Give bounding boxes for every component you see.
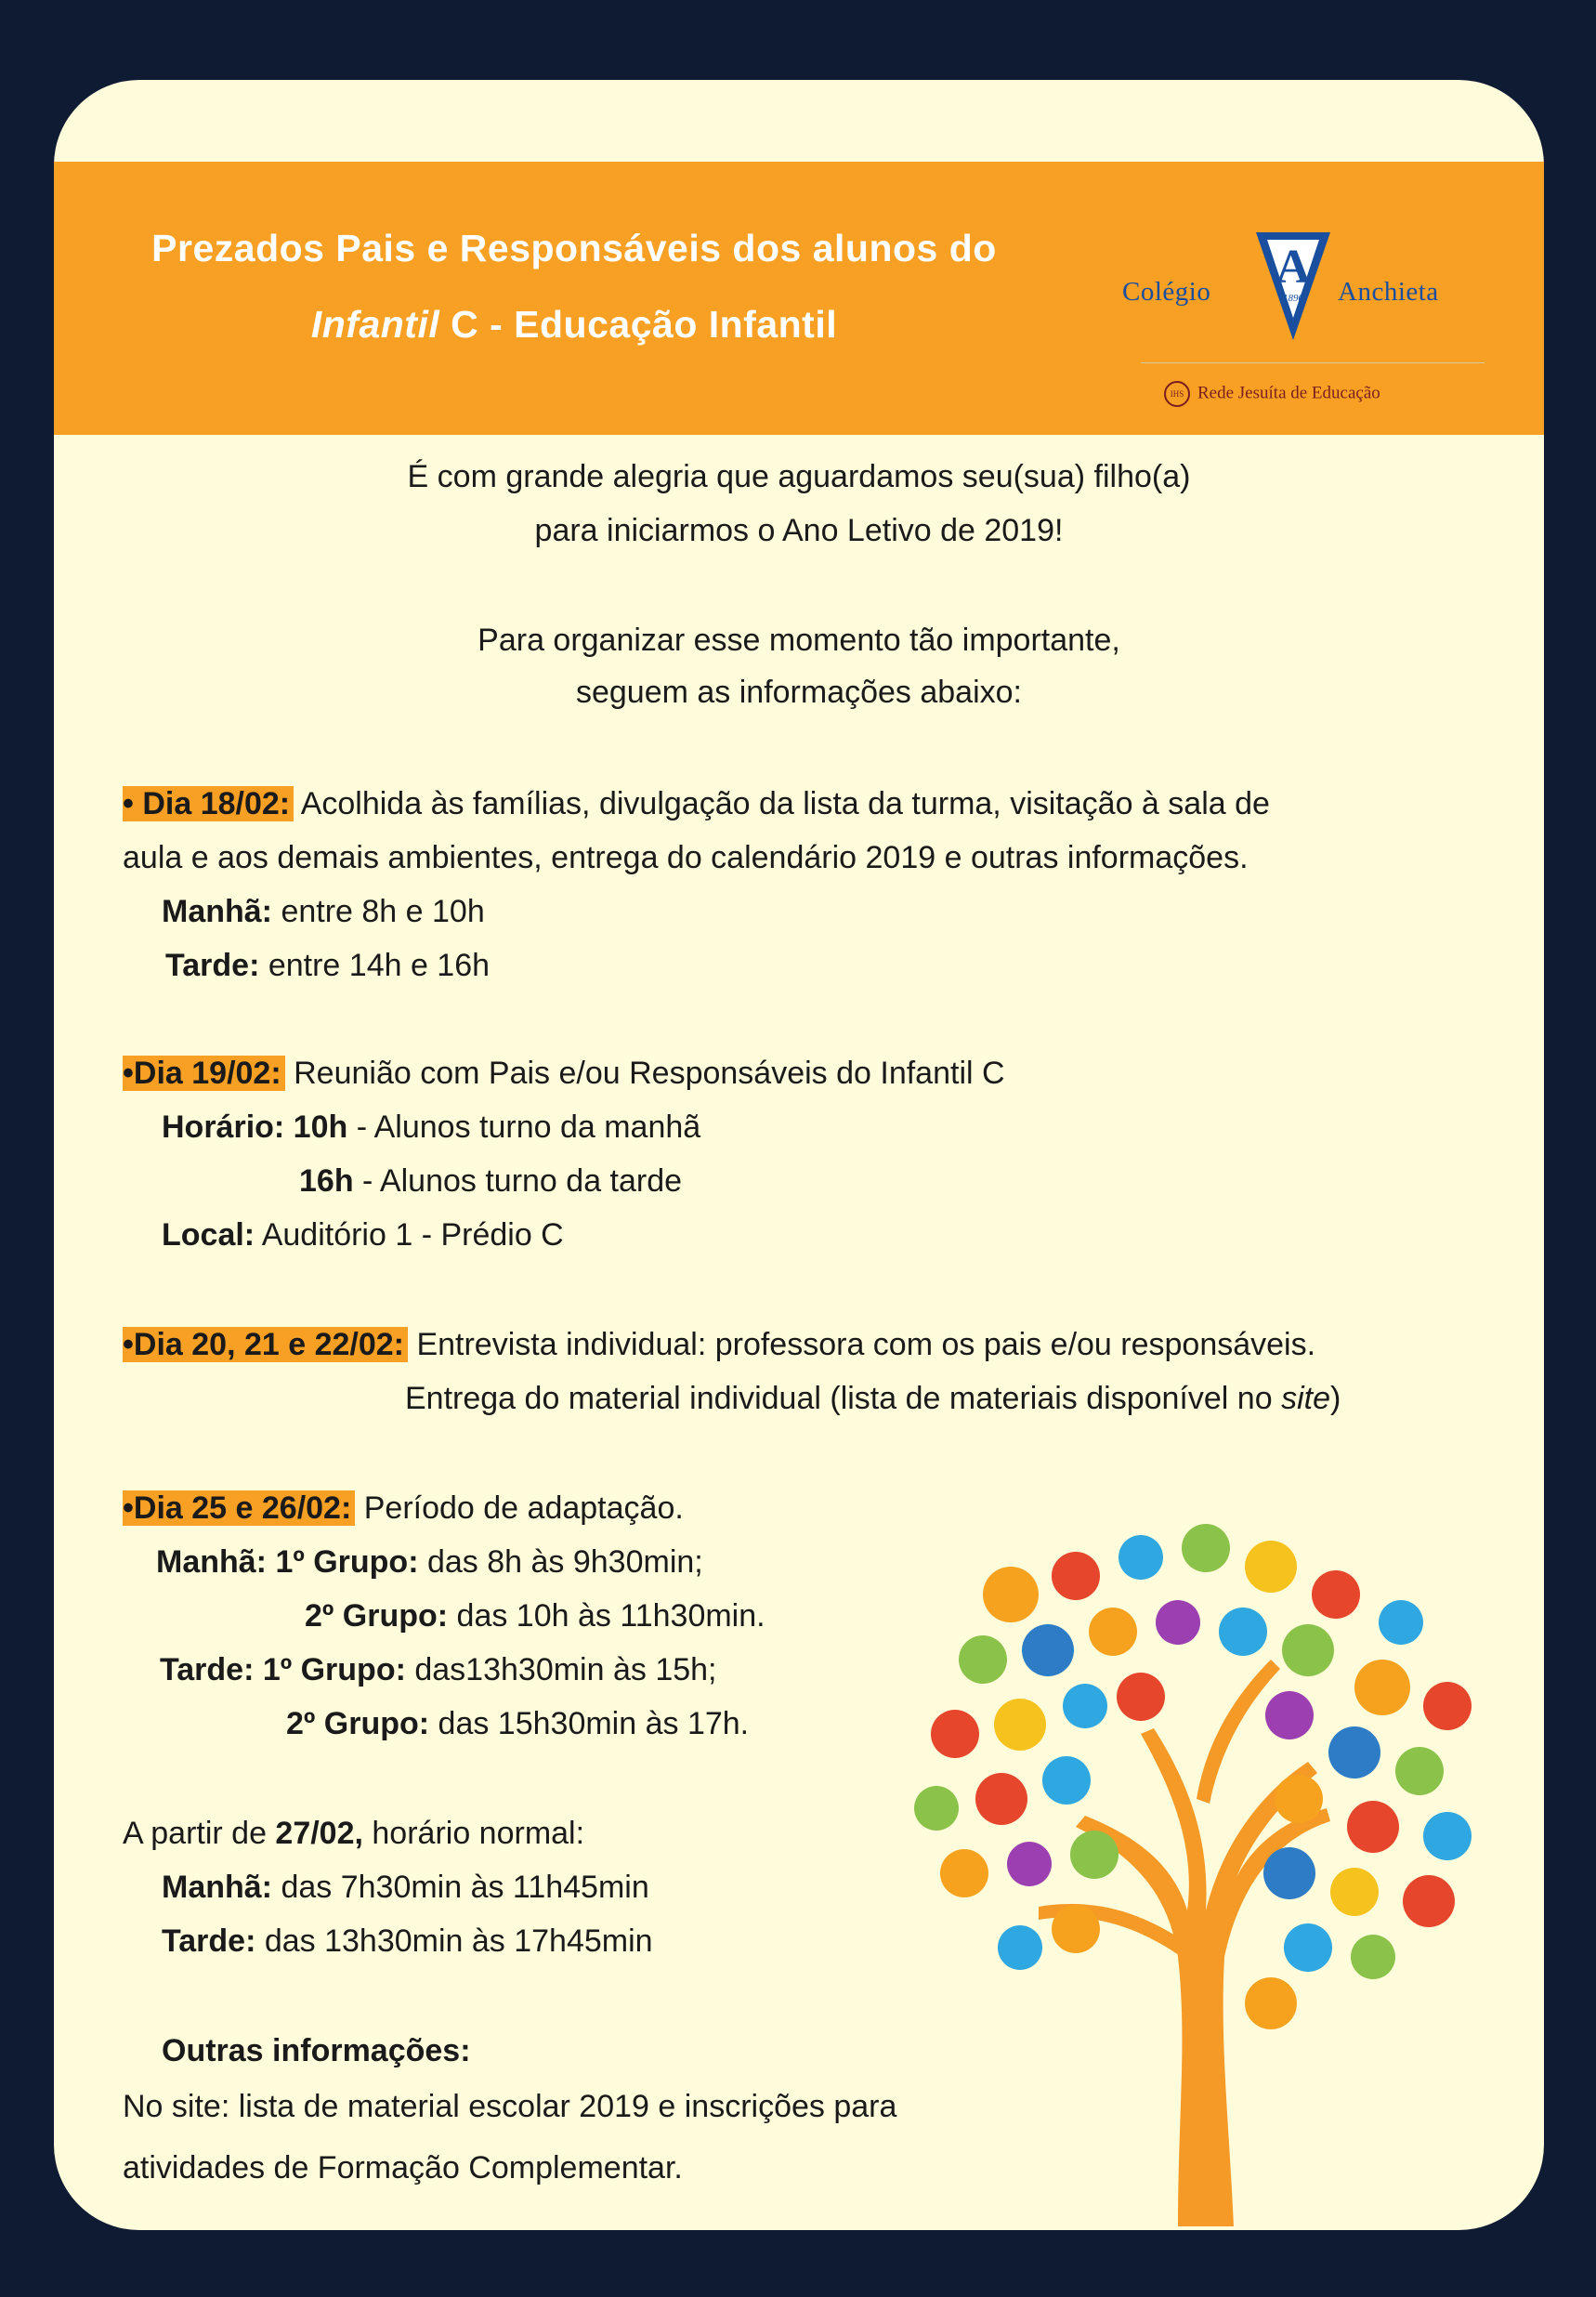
day2-local: Local: Auditório 1 - Prédio C	[162, 1217, 564, 1253]
logo-left-word: Colégio	[1122, 277, 1211, 307]
normal-afternoon: Tarde: das 13h30min às 17h45min	[162, 1923, 653, 1959]
day3-line-1: •Dia 20, 21 e 22/02: Entrevista individual: professora com os pais e/ou responsáveis.	[123, 1327, 1316, 1362]
other-info-line-1: No site: lista de material escolar 2019 e inscrições para	[123, 2089, 897, 2124]
hands-tree-illustration	[899, 1520, 1494, 2226]
day4-morning-group2: 2º Grupo: das 10h às 11h30min.	[305, 1598, 765, 1634]
day4-label: •Dia 25 e 26/02:	[123, 1490, 355, 1526]
day2-label: •Dia 19/02:	[123, 1056, 285, 1091]
network-label: IHS Rede Jesuíta de Educação	[1164, 381, 1380, 407]
intro-line-2: para iniciarmos o Ano Letivo de 2019!	[534, 513, 1064, 548]
day2-time-1: Horário: 10h - Alunos turno da manhã	[162, 1109, 701, 1145]
intro-line-1: É com grande alegria que aguardamos seu(sua) filho(a)	[407, 459, 1191, 494]
day1-line-1: • Dia 18/02: Acolhida às famílias, divulgação da lista da turma, visitação à sala de	[123, 786, 1270, 821]
seal-icon: IHS	[1164, 381, 1190, 407]
other-info-title: Outras informações:	[162, 2033, 471, 2068]
intro-line-3: Para organizar esse momento tão importante,	[477, 623, 1120, 658]
header-title: Prezados Pais e Responsáveis dos alunos do Infantil C - Educação Infantil	[151, 227, 997, 346]
day1-morning: Manhã: entre 8h e 10h	[162, 894, 485, 929]
day4-morning-group1: Manhã: 1º Grupo: das 8h às 9h30min;	[156, 1544, 703, 1580]
day2-line-1: •Dia 19/02: Reunião com Pais e/ou Responsáveis do Infantil C	[123, 1056, 1005, 1091]
day3-label: •Dia 20, 21 e 22/02:	[123, 1327, 408, 1362]
svg-text:A: A	[1275, 241, 1311, 294]
day2-time-2: 16h - Alunos turno da tarde	[299, 1163, 683, 1199]
normal-morning: Manhã: das 7h30min às 11h45min	[162, 1870, 649, 1905]
flyer-card	[54, 80, 1544, 2230]
other-info-line-2: atividades de Formação Complementar.	[123, 2150, 683, 2185]
day1-label: • Dia 18/02:	[123, 786, 294, 821]
svg-text:1890: 1890	[1283, 293, 1303, 304]
day3-line-2: Entrega do material individual (lista de materiais disponível no site)	[405, 1381, 1341, 1416]
day1-afternoon: Tarde: entre 14h e 16h	[165, 948, 491, 983]
day4-afternoon-group2: 2º Grupo: das 15h30min às 17h.	[286, 1706, 750, 1741]
intro-line-4: seguem as informações abaixo:	[575, 675, 1023, 710]
logo-right-word: Anchieta	[1338, 277, 1439, 307]
day1-line-2: aula e aos demais ambientes, entrega do calendário 2019 e outras informações.	[123, 840, 1249, 875]
day4-afternoon-group1: Tarde: 1º Grupo: das13h30min às 15h;	[160, 1652, 717, 1687]
normal-schedule-intro: A partir de 27/02, horário normal:	[123, 1816, 585, 1851]
day4-line-1: •Dia 25 e 26/02: Período de adaptação.	[123, 1490, 684, 1526]
